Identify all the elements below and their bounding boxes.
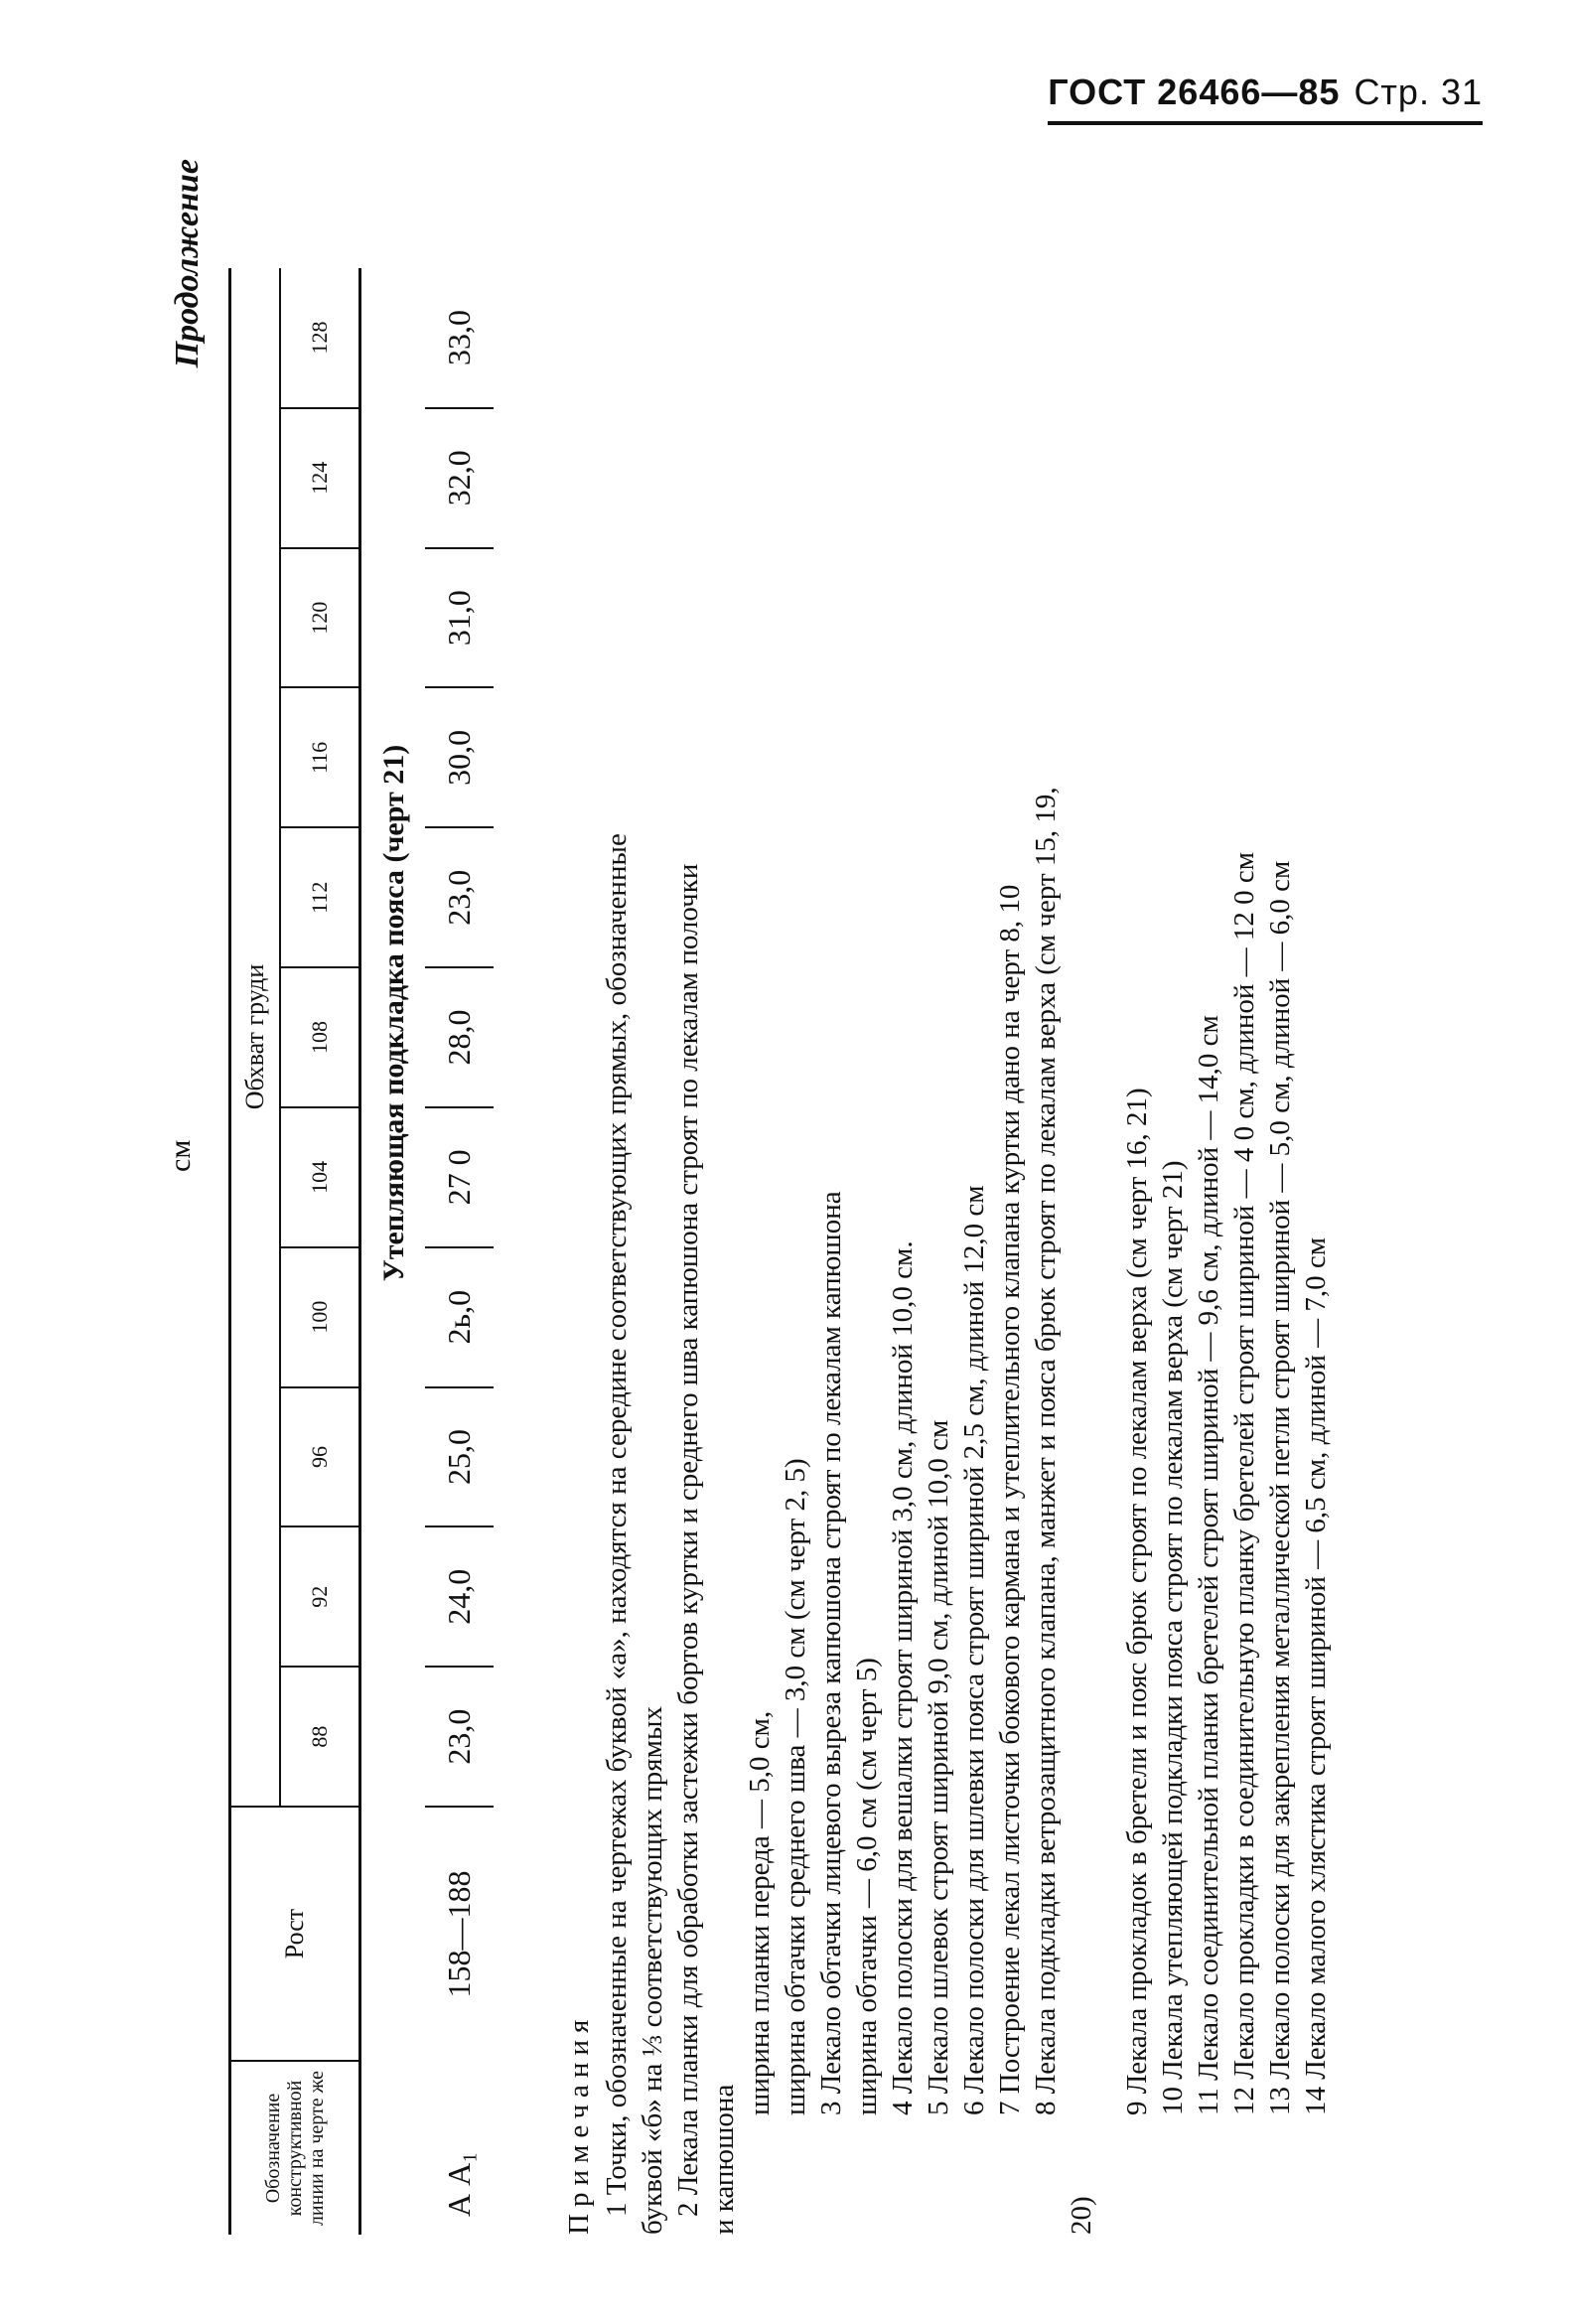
row-value: 2ь,0: [425, 1247, 494, 1387]
header-chest-girth: Обхват груди: [230, 268, 281, 1807]
note-line: 5 Лекало шлевок строят шириной 9,0 см, длиной 10,0 см: [923, 1419, 954, 2115]
header-girth: 120: [280, 548, 360, 688]
notes: [561, 248, 1334, 2235]
standard-number: ГОСТ 26466—85: [1048, 72, 1341, 112]
note-line: ширина обтачки — 6,0 см (см черт 5): [851, 1658, 883, 2115]
note-line: 11 Лекало соединительной планки бретелей строят шириной — 9,6 см, длиной — 14,0 см: [1193, 1015, 1224, 2115]
unit-label: см: [164, 1139, 197, 1172]
page-number: Стр. 31: [1354, 72, 1483, 112]
note-line: 4 Лекало полоски для вешалки строят шириной 3,0 см, длиной 10,0 см.: [887, 1240, 919, 2115]
note-line: ширина обтачки среднего шва — 3,0 см (см черт 2, 5): [780, 1458, 811, 2115]
note-line: 1 Точки, обозначенные на чертежах буквой «а», находятся на середине соответствующих прямых, обозначенные: [601, 833, 633, 2217]
note-line: 6 Лекало полоски для шлевки пояса строят шириной 2,5 см, длиной 12,0 см: [958, 1185, 990, 2115]
table-row: [425, 268, 494, 2235]
continuation-label: Продолжение: [169, 159, 206, 368]
note-line: 9 Лекала прокладок в бретели и пояс брюк строят по лекалам верха (см черт 16, 21): [1121, 1088, 1153, 2115]
row-value: 31,0: [425, 548, 494, 688]
header-girth: 104: [280, 1107, 360, 1247]
note-line: 10 Лекала утепляющей подкладки пояса строят по лекалам верха (см черт 21): [1157, 1160, 1189, 2115]
note-line: и капюшона: [708, 2084, 740, 2235]
header-height: Рост: [230, 1807, 360, 2061]
note-line: 12 Лекало прокладки в соединительную планку бретелей строят шириной — 4 0 см, длиной — 12 0 см: [1228, 851, 1260, 2115]
header-girth: 116: [280, 688, 360, 828]
row-value: 24,0: [425, 1526, 494, 1667]
header-girth: 100: [280, 1247, 360, 1387]
note-line: 13 Лекало полоски для закрепления металлической петли строят шириной — 5,0 см, длиной — 6,0 см: [1264, 860, 1296, 2115]
note-line: 2 Лекала планки для обработки застежки бортов куртки и среднего шва капюшона строят по лекалам полочки: [672, 863, 704, 2217]
note-line: 7 Построение лекал листочки бокового кармана и утеплительного клапана куртки дано на черт 8, 10: [994, 884, 1026, 2115]
note-line: 3 Лекало обтачки лицевого выреза капюшона строят по лекалам капюшона: [815, 1191, 847, 2115]
header-girth: 96: [280, 1387, 360, 1527]
header-girth: 92: [280, 1526, 360, 1667]
row-value: 30,0: [425, 688, 494, 828]
header-girth: 108: [280, 967, 360, 1107]
row-value: 23,0: [425, 1667, 494, 1807]
note-line: ширина планки переда — 5,0 см,: [744, 1710, 776, 2115]
page-header: [1048, 72, 1483, 125]
row-value: 27 0: [425, 1107, 494, 1247]
note-line: 20): [1066, 2196, 1097, 2235]
note-line: 8 Лекала подкладки ветрозащитного клапана, манжет и пояса брюк строят по лекалам верха (см черт 15, 19,: [1030, 787, 1062, 2115]
section-title-text: Утепляющая подкладка пояса (черт 21): [377, 744, 410, 1282]
header-designation: Обозначение конструктивной линии на черте же: [230, 2061, 360, 2235]
header-girth: 88: [280, 1667, 360, 1807]
header-girth: 128: [307, 321, 332, 355]
row-designation: А А₁: [441, 2151, 477, 2217]
rotated-content: [159, 159, 1539, 2264]
row-value: 28,0: [425, 967, 494, 1107]
row-value: 32,0: [425, 408, 494, 548]
section-title: [360, 268, 426, 2235]
note-line: буквой «б» на ⅓ соответствующих прямых: [637, 1706, 668, 2235]
note-line: 14 Лекало малого хлястика строят шириной — 6,5 см, длиной — 7,0 см: [1300, 1236, 1332, 2115]
row-height: 158—188: [441, 1870, 477, 1998]
header-girth: 124: [280, 408, 360, 548]
header-girth: 112: [280, 827, 360, 967]
row-value: 25,0: [425, 1387, 494, 1527]
size-table: [228, 268, 494, 2235]
notes-heading: Примечания: [563, 2012, 595, 2235]
row-value: 23,0: [425, 827, 494, 967]
row-value: 33,0: [425, 268, 494, 408]
